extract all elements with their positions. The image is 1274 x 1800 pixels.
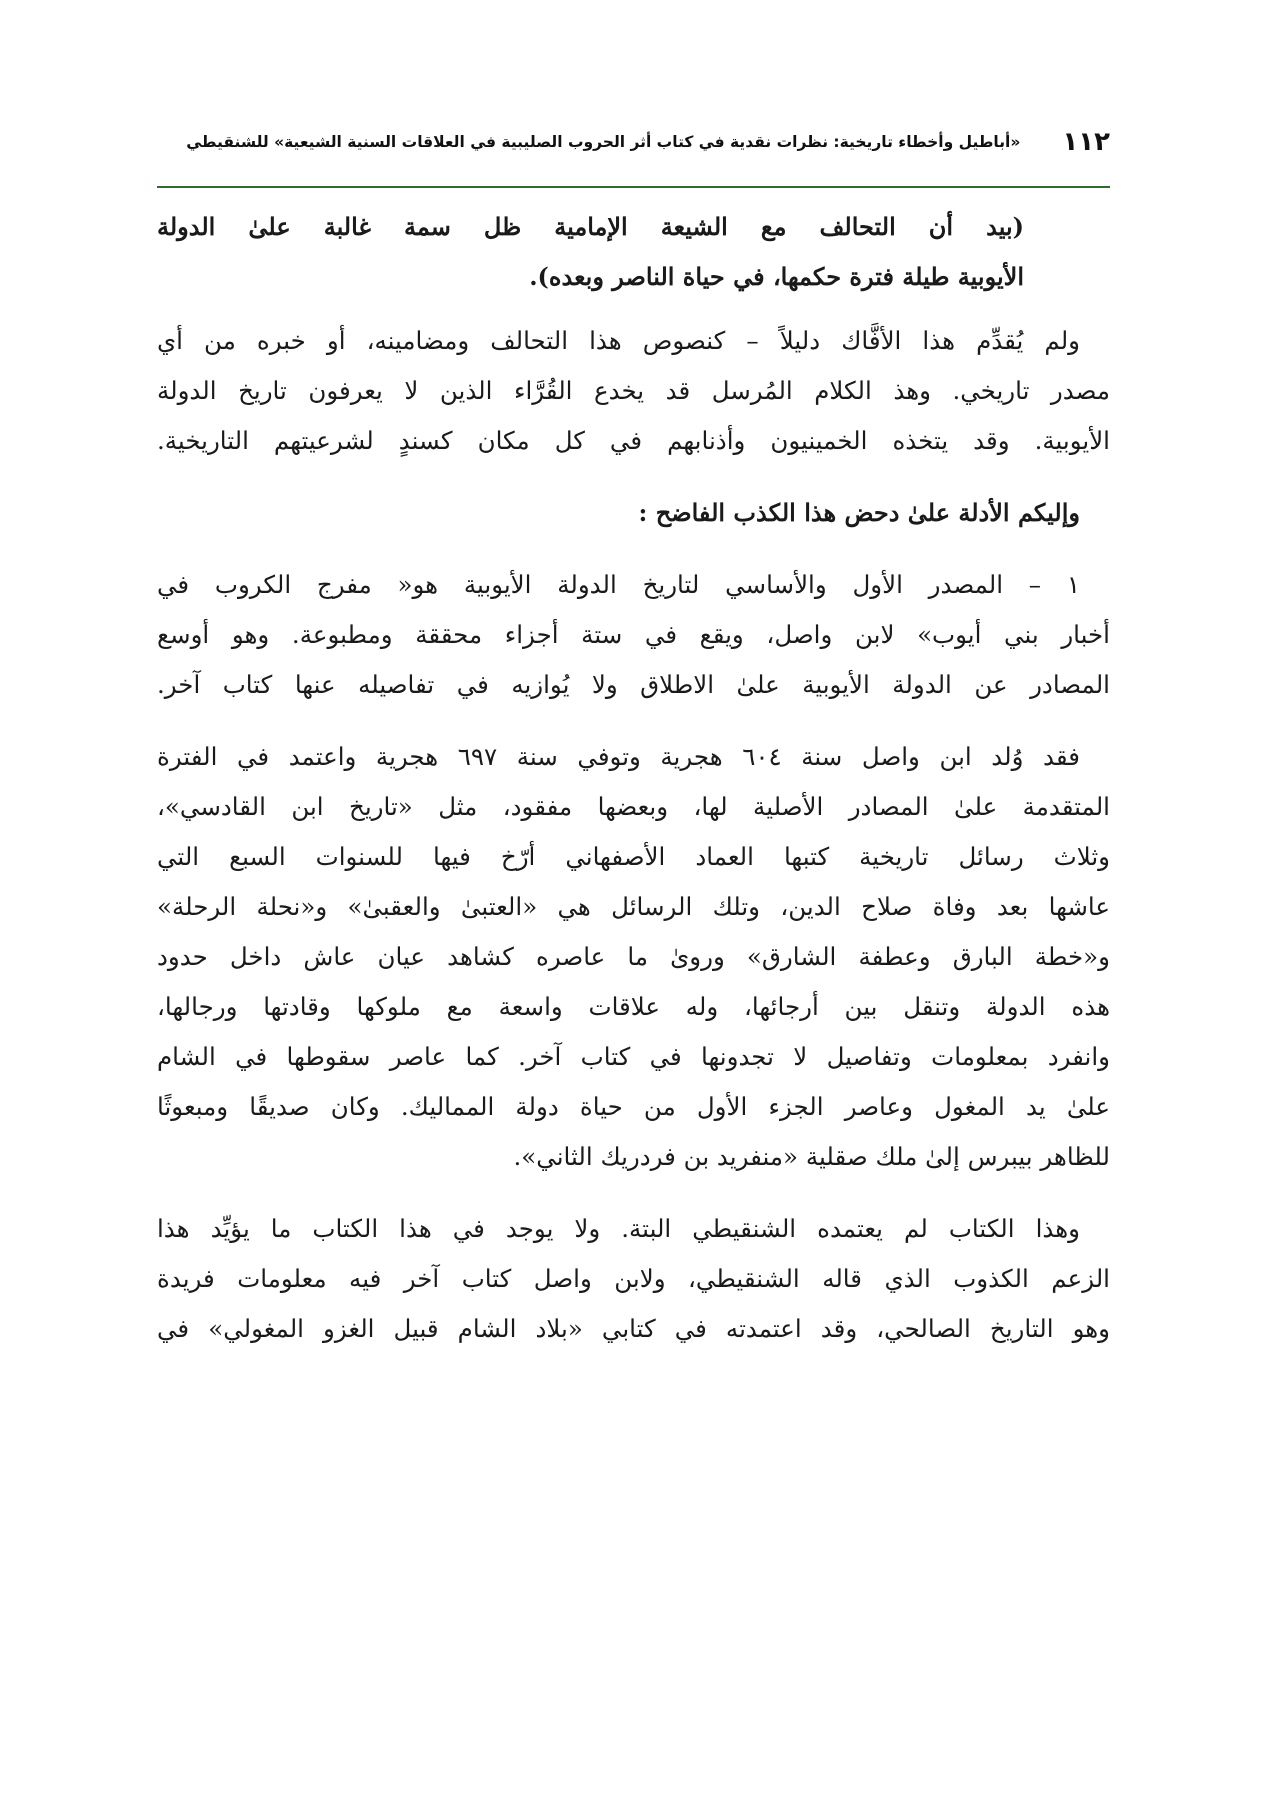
quote-line: الأيوبية طيلة فترة حكمها، في حياة الناصر وبعده). [529,262,1024,291]
paragraph-line: علىٰ يد المغول وعاصر الجزء الأول من حياة دولة المماليك. وكان صديقًا ومبعوثًا [157,1092,1110,1121]
paragraph [157,1204,1110,1354]
running-header [157,122,1110,162]
paragraph-line: وهذا الكتاب لم يعتمده الشنقيطي البتة. ولا يوجد في هذا الكتاب ما يؤيِّد هذا [157,1214,1080,1243]
paragraph [157,316,1110,466]
paragraph [157,732,1110,1182]
paragraph-line: المصادر عن الدولة الأيوبية علىٰ الاطلاق ولا يُوازيه في تفاصيله عنها كتاب آخر. [157,670,1110,699]
page-body [157,198,1110,1376]
paragraph-line: هذه الدولة وتنقل بين أرجائها، وله علاقات واسعة مع ملوكها وقادتها ورجالها، [157,992,1110,1021]
page-number: ١١٢ [1062,127,1110,157]
paragraph-line: عاشها بعد وفاة صلاح الدين، وتلك الرسائل هي «العتبىٰ والعقبىٰ» و«نحلة الرحلة» [157,892,1110,921]
paragraph-line: للظاهر بيبرس إلىٰ ملك صقلية «منفريد بن فردريك الثاني». [513,1142,1110,1171]
section-heading: وإليكم الأدلة علىٰ دحض هذا الكذب الفاضح : [638,498,1080,527]
paragraph-line: المتقدمة علىٰ المصادر الأصلية لها، وبعضها مفقود، مثل «تاريخ ابن القادسي»، [157,792,1110,821]
paragraph-line: ١ – المصدر الأول والأساسي لتاريخ الدولة الأيوبية هو« مفرج الكروب في [157,570,1080,599]
paragraph-line: وانفرد بمعلومات وتفاصيل لا تجدونها في كتاب آخر. كما عاصر سقوطها في الشام [157,1042,1110,1071]
paragraph-line: وهو التاريخ الصالحي، وقد اعتمدته في كتابي «بلاد الشام قبيل الغزو المغولي» في [157,1314,1110,1343]
paragraph-line: أخبار بني أيوب» لابن واصل، ويقع في ستة أجزاء محققة ومطبوعة. وهو أوسع [157,620,1110,649]
paragraph-line: الزعم الكذوب الذي قاله الشنقيطي، ولابن واصل كتاب آخر فيه معلومات فريدة [157,1264,1110,1293]
running-title: «أباطيل وأخطاء تاريخية: نظرات نقدية في كتاب أثر الحروب الصليبية في العلاقات السنية الشيعية» للشنقيطي [186,133,1021,151]
quote-line: (بيد أن التحالف مع الشيعة الإمامية ظل سمة غالبة علىٰ الدولة [157,212,1024,241]
paragraph-line: مصدر تاريخي. وهذ الكلام المُرسل قد يخدع القُرَّاء الذين لا يعرفون تاريخ الدولة [157,376,1110,405]
paragraph-line: ولم يُقدِّم هذا الأفَّاك دليلاً – كنصوص هذا التحالف ومضامينه، أو خبره من أي [157,326,1080,355]
header-rule [157,186,1110,188]
block-quote [157,202,1110,302]
paragraph-line: الأيوبية. وقد يتخذه الخمينيون وأذنابهم في كل مكان كسندٍ لشرعيتهم التاريخية. [157,426,1110,455]
paragraph-line: و«خطة البارق وعطفة الشارق» وروىٰ ما عاصره كشاهد عيان عاش داخل حدود [157,942,1110,971]
paragraph-line: فقد وُلد ابن واصل سنة ٦٠٤ هجرية وتوفي سنة ٦٩٧ هجرية واعتمد في الفترة [157,742,1081,771]
paragraph [157,560,1110,710]
paragraph-line: وثلاث رسائل تاريخية كتبها العماد الأصفهاني أرّخ فيها للسنوات السبع التي [157,842,1110,871]
